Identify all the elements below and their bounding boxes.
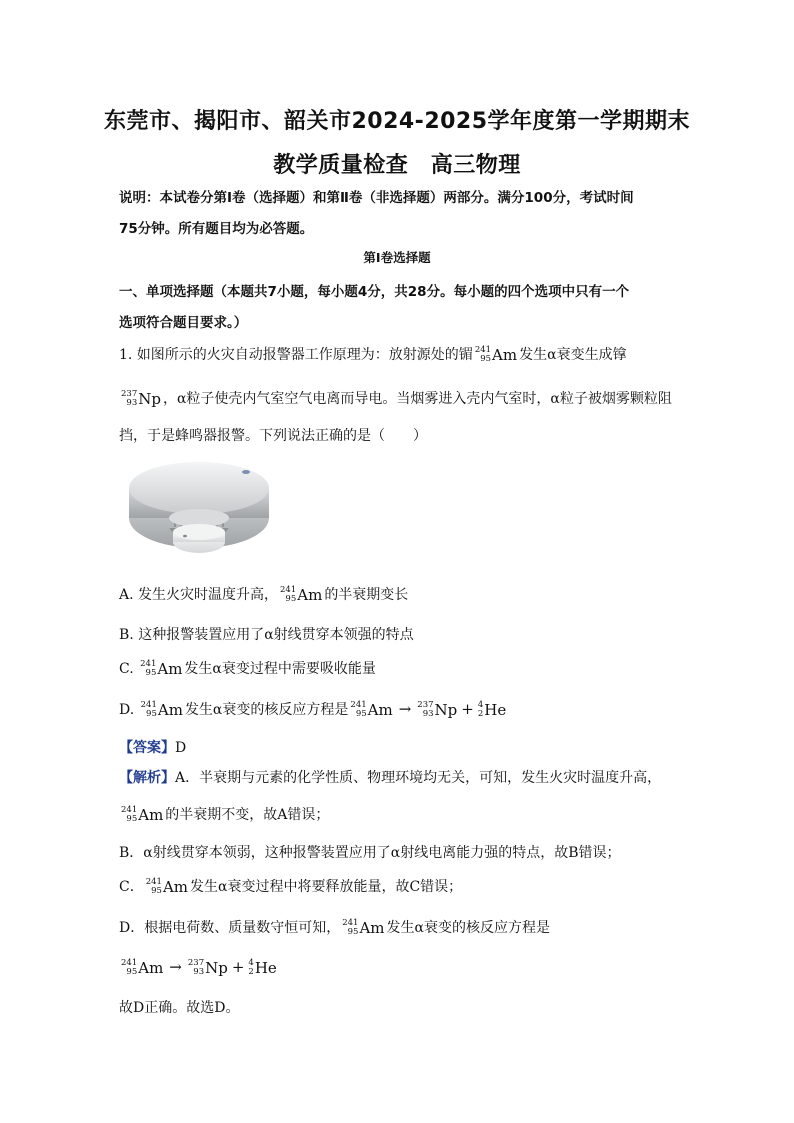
exam-title-line1: 东莞市、揭阳市、韶关市2024-2025学年度第一学期期末 [103,109,691,134]
nuclide-np: 237 93 Np [187,958,228,977]
part-one-line2: 选项符合题目要求。） [119,315,248,331]
analysis-line5: D．根据电荷数、质量数守恒可知， 241 95 Am 发生α衰变的核反应方程是 [119,918,550,937]
question-line1 [119,344,679,364]
question-text: 1. 如图所示的火灾自动报警器工作原理为：放射源处的镅 [119,347,473,363]
nuclide-am: 241 95 Am [280,585,323,604]
nuclide-am: 241 95 Am [474,345,518,364]
question-text: ，α粒子使壳内气室空气电离而导电。当烟雾进入壳内气室时，α粒子被烟雾颗粒阻 [162,391,672,407]
nuclide-he: 4 2 He [248,958,277,977]
instructions-line2: 75分钟。所有题目均为必答题。 [119,221,314,237]
analysis-conclusion: 故D正确。故选D。 [119,1000,240,1016]
question-text: 发生α衰变生成镎 [519,347,627,363]
option-c[interactable]: C. 241 95 Am 发生α衰变过程中需要吸收能量 [119,659,376,678]
reaction-arrow: → [169,958,182,976]
nuclide-am: 241 95 Am [342,918,385,937]
answer-line [119,737,679,757]
plus-sign: + [231,958,245,976]
nuclide-am: 241 95 Am [121,805,164,824]
option-b[interactable]: B. 这种报警装置应用了α射线贯穿本领强的特点 [119,627,414,643]
nuclide-am: 241 95 Am [350,700,393,719]
nuclide-am: 241 95 Am [140,659,183,678]
nuclide-he: 4 2 He [477,700,507,719]
answer-label: 【答案】 [119,740,175,756]
question-line3: 挡，于是蜂鸣器报警。下列说法正确的是（ ） [119,428,427,444]
exam-title-line2: 教学质量检查 高三物理 [273,153,521,178]
analysis-label: 【解析】 [119,770,175,786]
option-a[interactable]: A. 发生火灾时温度升高， 241 95 Am 的半衰期变长 [119,585,409,604]
part-one-line1: 一、单项选择题（本题共7小题，每小题4分，共28分。每小题的四个选项中只有一个 [119,284,630,300]
nuclide-am: 241 95 Am [121,958,164,977]
analysis-equation [119,958,679,977]
instructions-line1: 说明：本试卷分第Ⅰ卷（选择题）和第Ⅱ卷（非选择题）两部分。满分100分，考试时间 [119,190,634,206]
plus-sign: + [461,700,474,718]
smoke-detector-image [125,458,275,566]
section-title: 第Ⅰ卷选择题 [363,250,431,265]
nuclide-am: 241 95 Am [145,877,189,896]
nuclide-np: 237 93 Np [121,389,161,408]
analysis-line2: 241 95 Am 的半衰期不变，故A错误； [121,805,330,824]
analysis-line4: C． 241 95 Am 发生α衰变过程中将要释放能量，故C错误； [119,877,463,896]
reaction-arrow: → [398,700,412,718]
analysis-line3: B．α射线贯穿本领弱，这种报警装置应用了α射线电离能力强的特点，故B错误； [119,845,621,861]
question-line2 [119,388,679,408]
option-d[interactable]: D. 241 95 Am 发生α衰变的核反应方程是 241 95 Am → 237 93 Np + 4 2 He [119,700,507,719]
nuclide-np: 237 93 Np [417,700,458,719]
nuclide-am: 241 95 Am [140,700,183,719]
analysis-line1: 【解析】A．半衰期与元素的化学性质、物理环境均无关，可知，发生火灾时温度升高， [119,770,662,786]
answer-value: D [175,740,187,756]
